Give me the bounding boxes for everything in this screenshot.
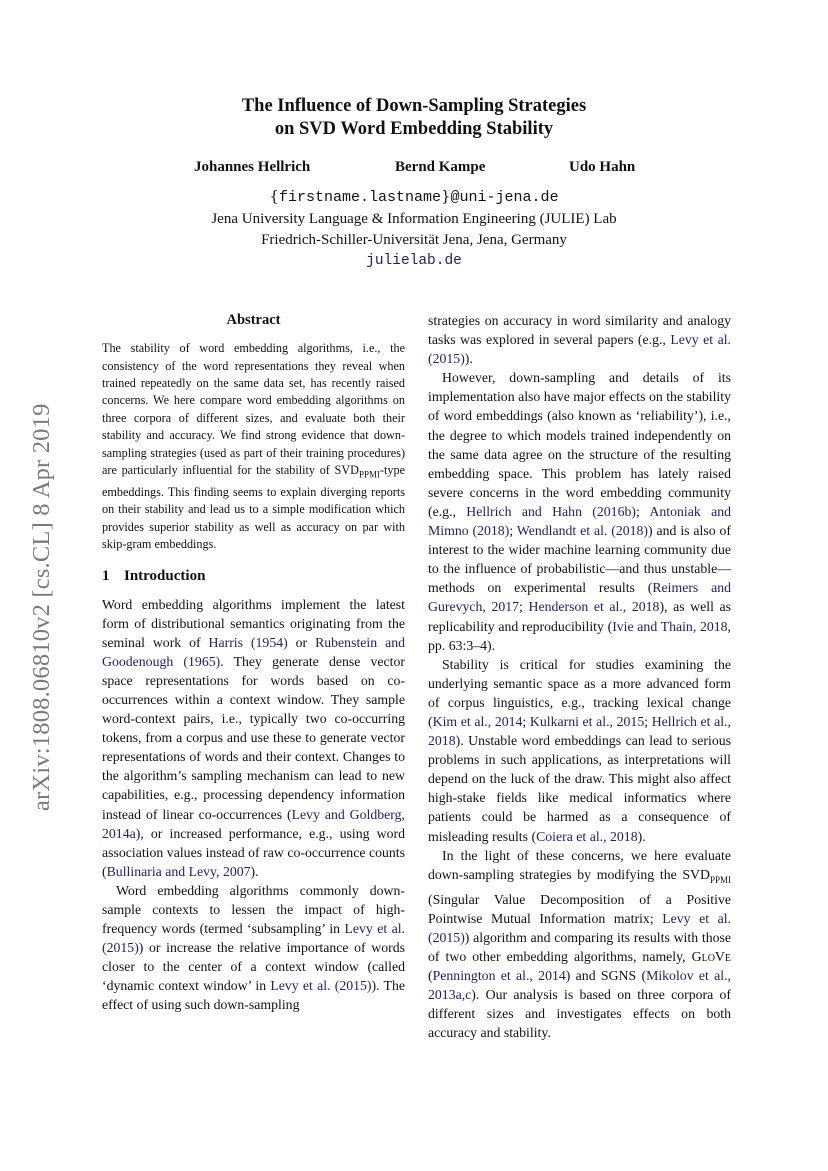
citation-link[interactable]: Levy et al. (2015) bbox=[428, 910, 731, 945]
author-name: Udo Hahn bbox=[569, 159, 636, 175]
citation-link[interactable]: Levy and Goldberg, 2014a bbox=[102, 806, 405, 841]
title-line-1: The Influence of Down-Sampling Strategies bbox=[241, 96, 587, 116]
author-email[interactable]: {firstname.lastname}@uni-jena.de bbox=[269, 187, 559, 206]
paper-title bbox=[0, 95, 828, 141]
paragraph: In the light of these concerns, we here evaluate down-sampling strategies by modifying the $SVD_{PPMI}$ (Singular Value Decomposition of a Positive Pointwise Mutual Information matrix; Levy et al. (2015)) algorithm and comparing its results with those of two other embedding algorithms, namely, GloVe (Pennington et al., 2014) and SGNS (Mikolov et al., 2013a,c). Our analysis is based on three corpora of different sizes and investigates effects on both accuracy and stability. bbox=[428, 847, 732, 1041]
abstract-text: The stability of word embedding algorithms, i.e., the consistency of the word representations they reveal when trained repeatedly on the same data set, has recently raised concerns. We here compare word embedding algorithms on three corpora of different sizes, and evaluate both their stability and accuracy. We find strong evidence that down-sampling strategies (used as part of their training procedures) are particularly influential for the stability of $SVD_{PPMI}$-type embeddings. This finding seems to explain diverging reports on their stability and lead us to a simple modification which provides superior stability as well as accuracy on par with skip-gram embeddings. bbox=[102, 341, 405, 551]
author-name: Johannes Hellrich bbox=[194, 159, 311, 175]
citation-link[interactable]: Mikolov et al., 2013a,c bbox=[428, 967, 732, 1003]
title-line-2: on SVD Word Embedding Stability bbox=[274, 119, 554, 139]
citation-link[interactable]: Levy et al. (2015) bbox=[428, 332, 731, 367]
citation-link[interactable]: Henderson et al., 2018 bbox=[528, 599, 660, 615]
left-column bbox=[102, 311, 405, 1015]
right-column bbox=[428, 311, 731, 1042]
arxiv-identifier: arXiv:1808.06810v2 [cs.CL] 8 Apr 2019 bbox=[28, 403, 55, 811]
citation-link[interactable]: Levy et al. (2015) bbox=[102, 921, 405, 956]
paragraph: Word embedding algorithms commonly down-sample contexts to lessen the impact of high-frequency words (termed ‘subsampling’ in Levy et al. (2015)) or increase the relative importance of words closer to the center of a context window (called ‘dynamic context window’ in Levy et al. (2015)). The effect of using such down-sampling bbox=[102, 882, 405, 1013]
citation-link[interactable]: Antoniak and Mimno (2018) bbox=[428, 503, 731, 539]
citation-link[interactable]: Pennington et al., 2014 bbox=[432, 967, 566, 983]
abstract-heading: Abstract bbox=[226, 312, 281, 328]
paper-header bbox=[0, 95, 828, 272]
paragraph: However, down-sampling and details of its implementation also have major effects on the stability of word embeddings (also known as ‘reliability’), i.e., the degree to which models trained independently on the same data agree on the structure of the resulting embedding space. This problem has lately raised severe concerns in the word embedding community (e.g., Hellrich and Hahn (2016b); Antoniak and Mimno (2018); Wendlandt et al. (2018)) and is also of interest to the wider machine learning community due to the influence of probabilistic—and thus unstable—methods on experimental results (Reimers and Gurevych, 2017; Henderson et al., 2018), as well as replicability and reproducibility (Ivie and Thain, 2018, pp. 63:3–4). bbox=[428, 370, 732, 653]
affiliation-line-1: Jena University Language & Information Engineering (JULIE) Lab bbox=[211, 211, 617, 227]
citation-link[interactable]: Harris (1954) bbox=[208, 634, 288, 650]
paragraph: strategies on accuracy in word similarity and analogy tasks was explored in several papers (e.g., Levy et al. (2015)). bbox=[428, 313, 731, 367]
citation-link[interactable]: Reimers and Gurevych, 2017 bbox=[428, 580, 731, 615]
citation-link[interactable]: Kim et al., 2014 bbox=[432, 713, 523, 729]
citation-link[interactable]: Ivie and Thain, 2018 bbox=[612, 618, 728, 634]
citation-link[interactable]: Hellrich et al., 2018 bbox=[428, 713, 731, 749]
affiliation-line-2: Friedrich-Schiller-Universität Jena, Jena, Germany bbox=[261, 232, 567, 248]
lab-homepage-link[interactable]: julielab.de bbox=[366, 253, 462, 269]
paragraph: Stability is critical for studies examining the underlying semantic space as a more advanced form of corpus linguistics, e.g., tracking lexical change (Kim et al., 2014; Kulkarni et al., 2015; Hellrich et al., 2018). Unstable word embeddings can lead to serious problems in such applications, as interpretations will depend on the luck of the draw. This might also affect high-stake fields like medical informatics where patients could be harmed as a consequence of misleading results (Coiera et al., 2018). bbox=[428, 656, 731, 844]
citation-link[interactable]: Kulkarni et al., 2015 bbox=[529, 713, 645, 729]
section-heading: 1 Introduction bbox=[102, 568, 206, 585]
paragraph: Word embedding algorithms implement the latest form of distributional semantics originating from the seminal work of Harris (1954) or Rubenstein and Goodenough (1965). They generate dense vector space representations for words based on co-occurrences within a context window. They sample word-context pairs, i.e., typically two co-occurring tokens, from a corpus and use these to generate vector representations of words and their context. Changes to the algorithm’s sampling mechanism can lead to new capabilities, e.g., processing dependency information instead of linear co-occurrences (Levy and Goldberg, 2014a), or increased performance, e.g., using word association values instead of raw co-occurrence counts (Bullinaria and Levy, 2007). bbox=[102, 596, 405, 879]
citation-link[interactable]: Levy et al. (2015) bbox=[270, 978, 372, 994]
citation-link[interactable]: Rubenstein and Goodenough (1965) bbox=[102, 634, 405, 669]
citation-link[interactable]: Bullinaria and Levy, 2007 bbox=[106, 863, 251, 879]
citation-link[interactable]: Wendlandt et al. (2018) bbox=[516, 523, 649, 539]
author-name: Bernd Kampe bbox=[395, 159, 486, 175]
citation-link[interactable]: Coiera et al., 2018 bbox=[536, 828, 638, 844]
citation-link[interactable]: Hellrich and Hahn (2016b) bbox=[466, 503, 636, 519]
author-list bbox=[0, 159, 828, 181]
